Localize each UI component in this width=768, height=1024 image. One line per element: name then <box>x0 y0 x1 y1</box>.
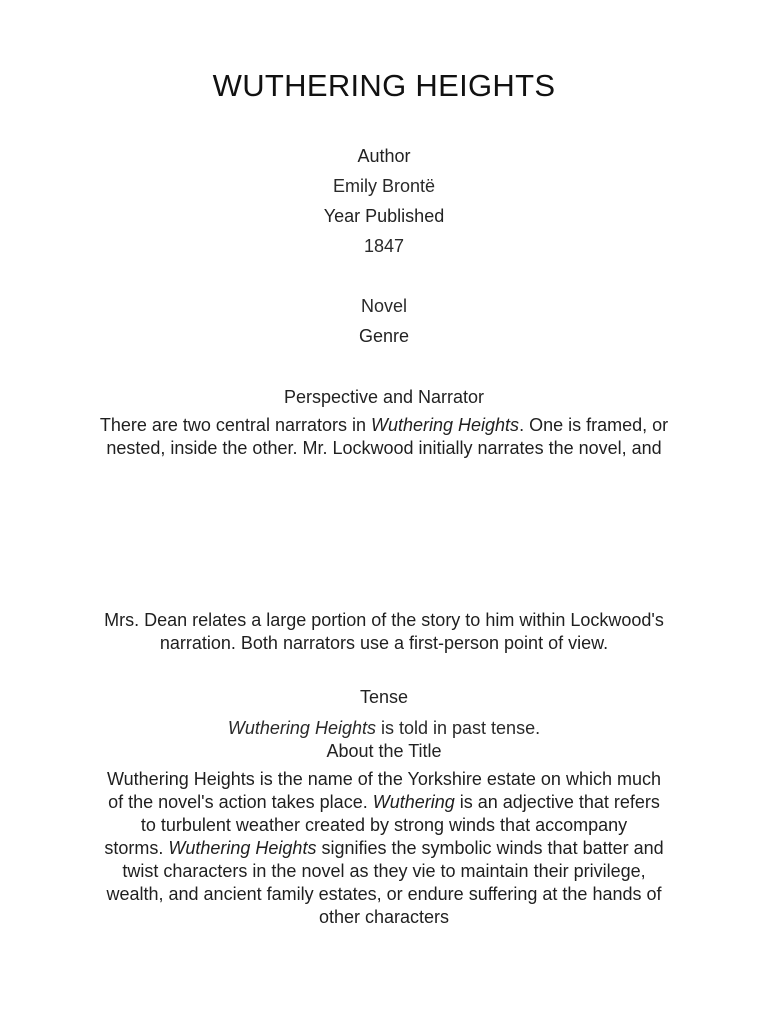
perspective-label: Perspective and Narrator <box>283 387 485 407</box>
about-title-paragraph: Wuthering Heights is the name of the Yorkshire estate on which much of the novel's action takes place. Wuthering is an adjective that refers to turbulent weather created by strong winds that accompany storms. Wuthering Heights signifies the symbolic winds that batter and twist characters in the novel as they vie to maintain their privilege, wealth, and ancient family estates, or endure suffering at the hands of other characters <box>104 769 664 927</box>
year-label: Year Published <box>323 206 445 226</box>
perspective-paragraph-1 <box>60 414 708 460</box>
perspective-p1-line-2: nested, inside the other. Mr. Lockwood initially narrates the novel, and <box>106 438 662 458</box>
book-title: WUTHERING HEIGHTS <box>212 68 556 103</box>
perspective-p2-line-1: Mrs. Dean relates a large portion of the story to him within Lockwood's <box>104 610 664 630</box>
genre-value: Novel <box>360 296 408 316</box>
about-title-label: About the Title <box>326 741 442 761</box>
tense-text: Wuthering Heights is told in past tense. <box>227 718 541 738</box>
perspective-p2-line-2: narration. Both narrators use a first-person point of view. <box>159 633 609 653</box>
author-label: Author <box>357 146 411 166</box>
year-value: 1847 <box>363 236 405 256</box>
tense-label: Tense <box>359 687 409 707</box>
author-value: Emily Brontë <box>332 176 436 196</box>
genre-label: Genre <box>358 326 410 346</box>
perspective-p1-line-1: There are two central narrators in Wuthering Heights. One is framed, or <box>99 415 669 435</box>
perspective-paragraph-2 <box>60 609 708 655</box>
